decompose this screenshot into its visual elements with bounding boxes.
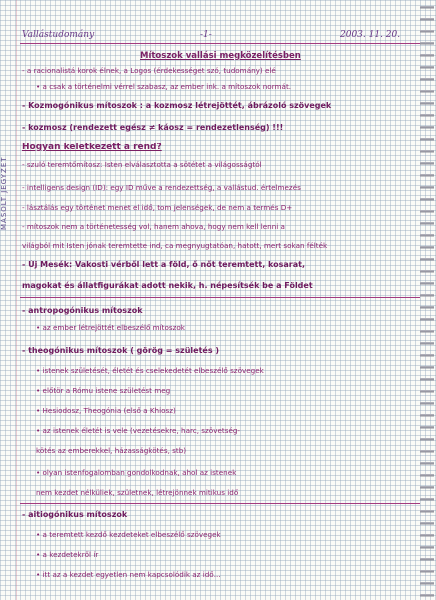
header-subject: Vallástudomány: [22, 30, 95, 40]
note-line: • itt az a kezdet egyetlen nem kapcsolódik az idő...: [36, 570, 221, 579]
note-line: • az istenek életét is vele (vezetésekre, harc, szövetség-: [36, 426, 241, 435]
note-line: • a csak a történelmi vérrel szabasz, az ember ink. a mítoszok normát.: [36, 82, 292, 91]
note-line: - intelligens design (ID): egy ID műve a rendezettség, a vallástud. értelmezés: [22, 183, 301, 192]
margin-line: [16, 0, 17, 600]
side-note: MÁSOLT JEGYZET: [0, 156, 8, 230]
note-line: • a teremtett kezdő kezdeteket elbeszélő szövegek: [36, 530, 221, 539]
note-line: • Hesiodosz, Theogónia (első a Khiosz): [36, 406, 176, 415]
note-line: kötés az emberekkel, házasságkötés, stb): [36, 446, 187, 455]
header-rule: [20, 43, 420, 44]
note-line: - aitiogónikus mítoszok: [22, 510, 128, 519]
note-line: - kozmosz (rendezett egész ≠ káosz = rendezetlenség) !!!: [22, 123, 284, 132]
note-line: • olyan istenfogalomban gondolkodnak, ahol az istenek: [36, 468, 237, 477]
note-line: nem kezdet nélküliek, születnek, létrejönnek mitikus idő: [36, 488, 239, 497]
note-line: - a racionalistá korok élnek, a Logos (érdekességet szó, tudomány) elé: [22, 66, 276, 75]
note-line: világból mit Isten jónak teremtette ind, ca megnyugtatóan, hatott, mert sokan félték: [22, 241, 328, 250]
section-heading: Hogyan keletkezett a rend?: [22, 143, 162, 152]
section-rule: [20, 297, 420, 298]
note-line: - antropogónikus mítoszok: [22, 306, 143, 315]
note-line: - Új Mesék: Vakosti vérből lett a föld, ő nőt teremtett, kosarat,: [22, 260, 305, 269]
header-date: 2003. 11. 20.: [340, 30, 401, 40]
note-line: • előtör a Rómu istene születést meg: [36, 386, 171, 395]
note-line: - szuló teremtőmítosz: Isten elválasztotta a sötétet a világosságtól: [22, 160, 262, 169]
note-line: - lásztálás egy történet menet el idő, tom jelenségek, de nem a termés D+: [22, 203, 293, 212]
header-page-number: -1-: [200, 30, 212, 40]
note-line: • az ember létrejöttét elbeszélő mítoszok: [36, 323, 185, 332]
note-line: magokat és állatfigurákat adott nekik, h. népesítsék be a Földet: [22, 281, 313, 290]
note-line: • a kezdetekről ír: [36, 550, 99, 559]
section-rule: [20, 503, 420, 504]
page-title: Mítoszok vallási megközelítésben: [140, 51, 301, 61]
note-line: - mítoszok nem a történetesség vol, hanem ahova, hogy nem kell lenni a: [22, 222, 285, 231]
note-line: - Kozmogónikus mítoszok : a kozmosz létrejöttét, ábrázoló szövegek: [22, 101, 332, 110]
note-line: • istenek születését, életét és cselekedetét elbeszélő szövegek: [36, 366, 264, 375]
note-line: - theogónikus mítoszok ( görög = születés ): [22, 346, 220, 355]
